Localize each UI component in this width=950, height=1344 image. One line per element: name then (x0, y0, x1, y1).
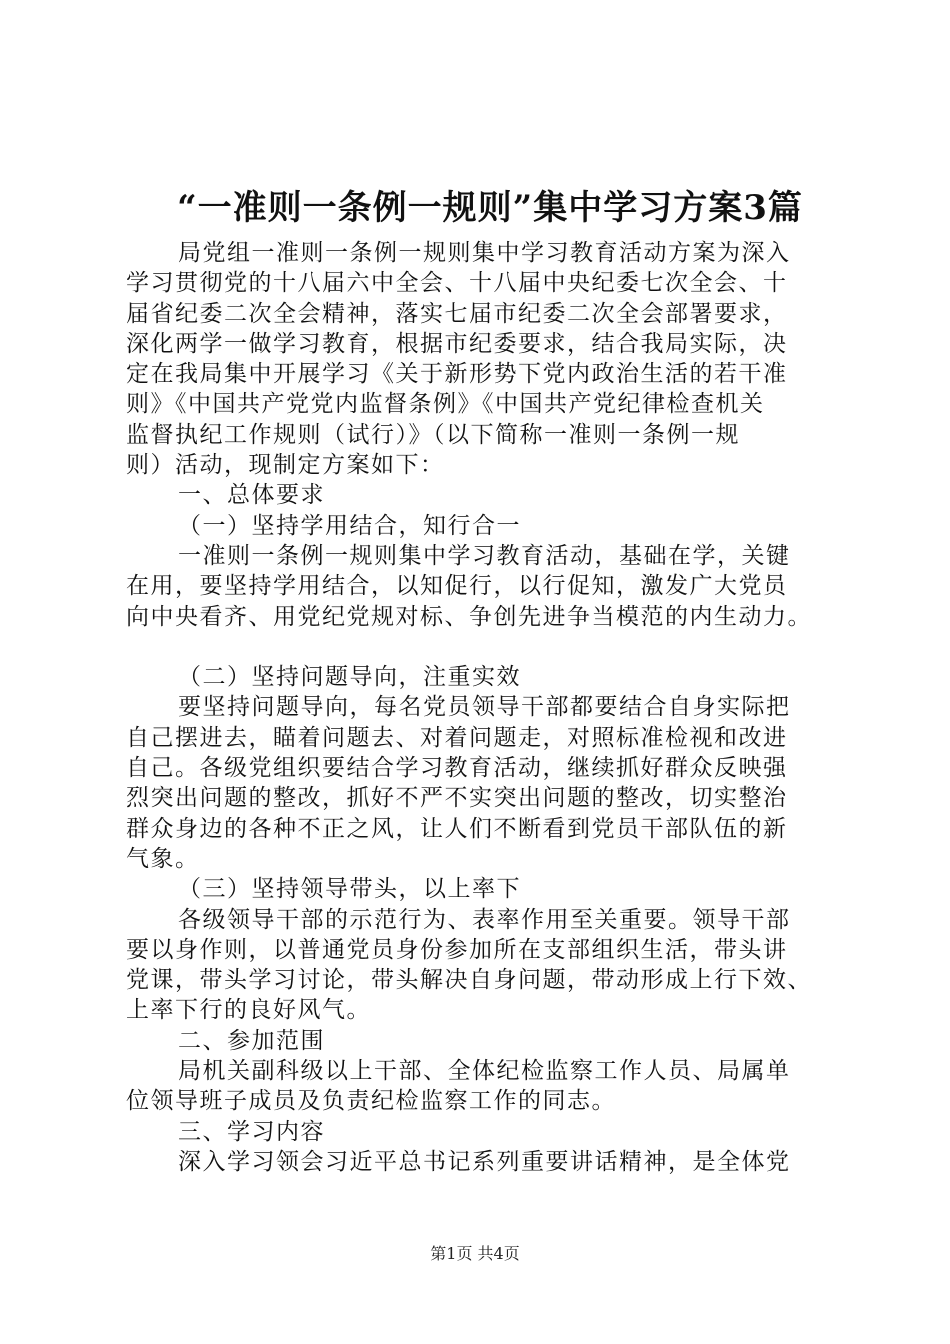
document-body (126, 238, 846, 1177)
paragraph-line: 群众身边的各种不正之风，让人们不断看到党员干部队伍的新 (126, 815, 788, 842)
paragraph-line: 烈突出问题的整改，抓好不严不实突出问题的整改，切实整治 (126, 785, 788, 812)
paragraph-line: 一准则一条例一规则集中学习教育活动，基础在学，关键 (178, 542, 791, 569)
section-heading: 二、参加范围 (178, 1027, 325, 1054)
section-heading: 三、学习内容 (178, 1118, 325, 1145)
paragraph-line: 定在我局集中开展学习《关于新形势下党内政治生活的若干准 (126, 361, 788, 388)
paragraph-line: 在用，要坚持学用结合，以知促行，以行促知，激发广大党员 (126, 573, 788, 600)
paragraph-line: 向中央看齐、用党纪党规对标、争创先进争当模范的内生动力。 (126, 603, 812, 630)
paragraph-line: 要坚持问题导向，每名党员领导干部都要结合自身实际把 (178, 694, 791, 721)
paragraph-line: 位领导班子成员及负责纪检监察工作的同志。 (126, 1088, 616, 1115)
subsection-heading: （一）坚持学用结合，知行合一 (178, 512, 521, 539)
paragraph-line: 届省纪委二次全会精神，落实七届市纪委二次全会部署要求， (126, 300, 788, 327)
blank-line (126, 632, 846, 662)
subsection-heading: （二）坚持问题导向，注重实效 (178, 664, 521, 691)
page-number: 第1页 共4页 (430, 1244, 520, 1263)
paragraph-line: 局机关副科级以上干部、全体纪检监察工作人员、局属单 (178, 1058, 791, 1085)
paragraph-line: 自己。各级党组织要结合学习教育活动，继续抓好群众反映强 (126, 755, 788, 782)
paragraph-line: 学习贯彻党的十八届六中全会、十八届中央纪委七次全会、十 (126, 270, 788, 297)
paragraph-line: 则）活动，现制定方案如下： (126, 452, 445, 479)
paragraph-line: 则》《中国共产党党内监督条例》《中国共产党纪律检查机关 (126, 391, 765, 418)
section-heading: 一、总体要求 (178, 482, 325, 509)
paragraph-line: 要以身作则，以普通党员身份参加所在支部组织生活，带头讲 (126, 936, 788, 963)
paragraph-line: 深化两学一做学习教育，根据市纪委要求，结合我局实际，决 (126, 330, 788, 357)
paragraph-line: 监督执纪工作规则（试行）》（以下简称一准则一条例一规 (126, 421, 740, 448)
subsection-heading: （三）坚持领导带头，以上率下 (178, 876, 521, 903)
paragraph-line: 党课，带头学习讨论，带头解决自身问题，带动形成上行下效、 (126, 967, 812, 994)
paragraph-line: 上率下行的良好风气。 (126, 997, 371, 1024)
paragraph-line: 自己摆进去，瞄着问题去、对着问题走，对照标准检视和改进 (126, 724, 788, 751)
paragraph-line: 各级领导干部的示范行为、表率作用至关重要。领导干部 (178, 906, 791, 933)
paragraph-line: 气象。 (126, 845, 200, 872)
document-title: “一准则一条例一规则”集中学习方案3篇 (177, 188, 803, 228)
paragraph-line: 深入学习领会习近平总书记系列重要讲话精神，是全体党 (178, 1148, 791, 1175)
paragraph-line: 局党组一准则一条例一规则集中学习教育活动方案为深入 (178, 240, 791, 266)
